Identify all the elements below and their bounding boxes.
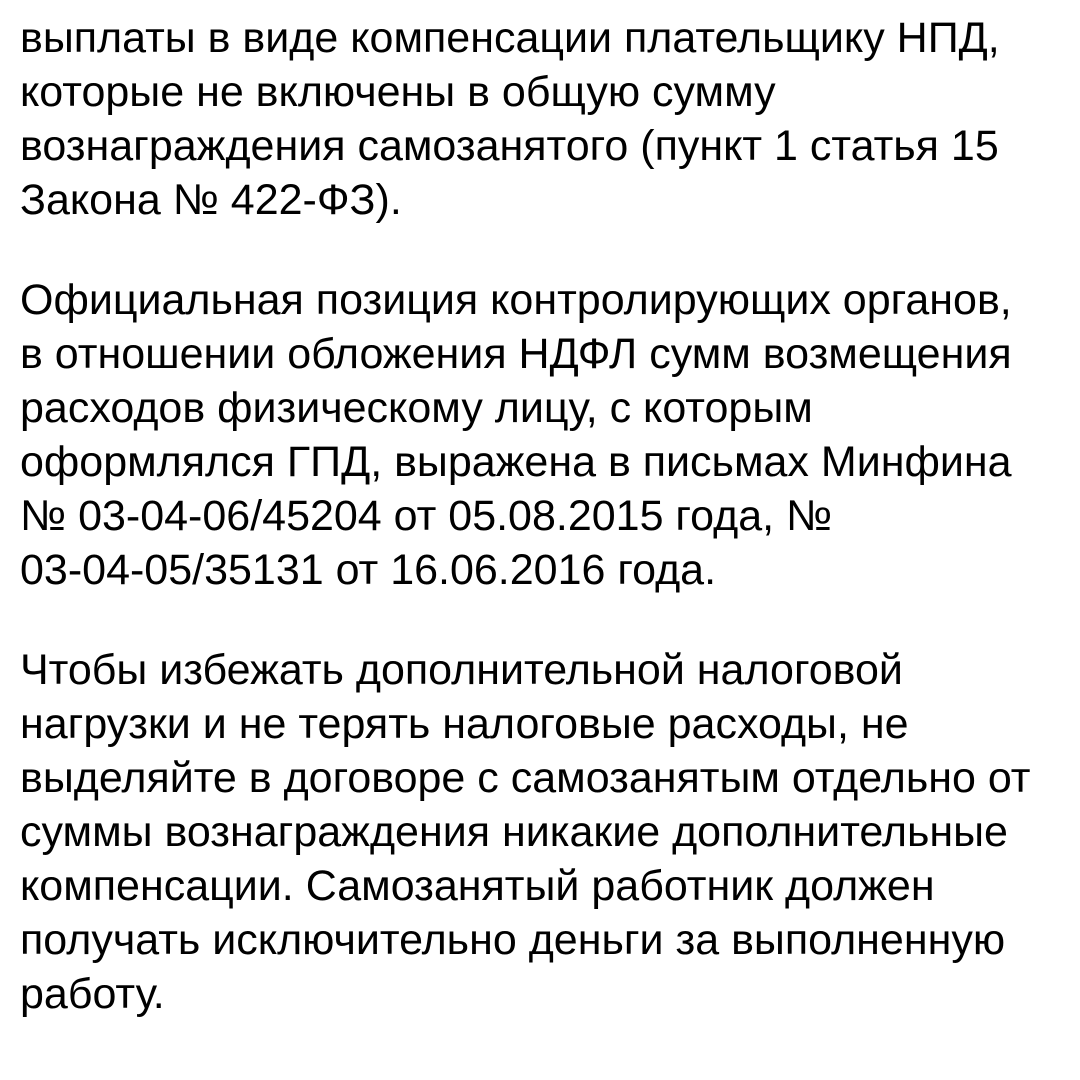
text-line: работу. [20,970,165,1018]
text-line: расходов физическому лицу, с которым [20,384,813,432]
text-line: выплаты в виде компенсации плательщику НПД, [20,14,1000,62]
text-line: нагрузки и не терять налоговые расходы, не [20,700,909,748]
text-line: компенсации. Самозанятый работник должен [20,862,935,910]
text-line: Официальная позиция контролирующих органов, [20,276,1012,324]
text-line: которые не включены в общую сумму [20,68,776,116]
text-line: Закона № 422-ФЗ). [20,176,402,224]
text-line: Чтобы избежать дополнительной налоговой [20,646,903,694]
text-line: вознаграждения самозанятого (пункт 1 статья 15 [20,122,999,170]
text-line: получать исключительно деньги за выполненную [20,916,1006,964]
text-line: суммы вознаграждения никакие дополнительные [20,808,1008,856]
paragraph-official-position [20,273,1012,597]
text-line: 03-04-05/35131 от 16.06.2016 года. [20,546,717,594]
text-line: № 03-04-06/45204 от 05.08.2015 года, № [20,492,833,540]
paragraph-compensation-payments [20,11,1000,227]
text-line: оформлялся ГПД, выражена в письмах Минфина [20,438,1012,486]
text-line: выделяйте в договоре с самозанятым отдельно от [20,754,1031,802]
text-line: в отношении обложения НДФЛ сумм возмещения [20,330,1012,378]
paragraph-recommendation [20,643,1031,1021]
